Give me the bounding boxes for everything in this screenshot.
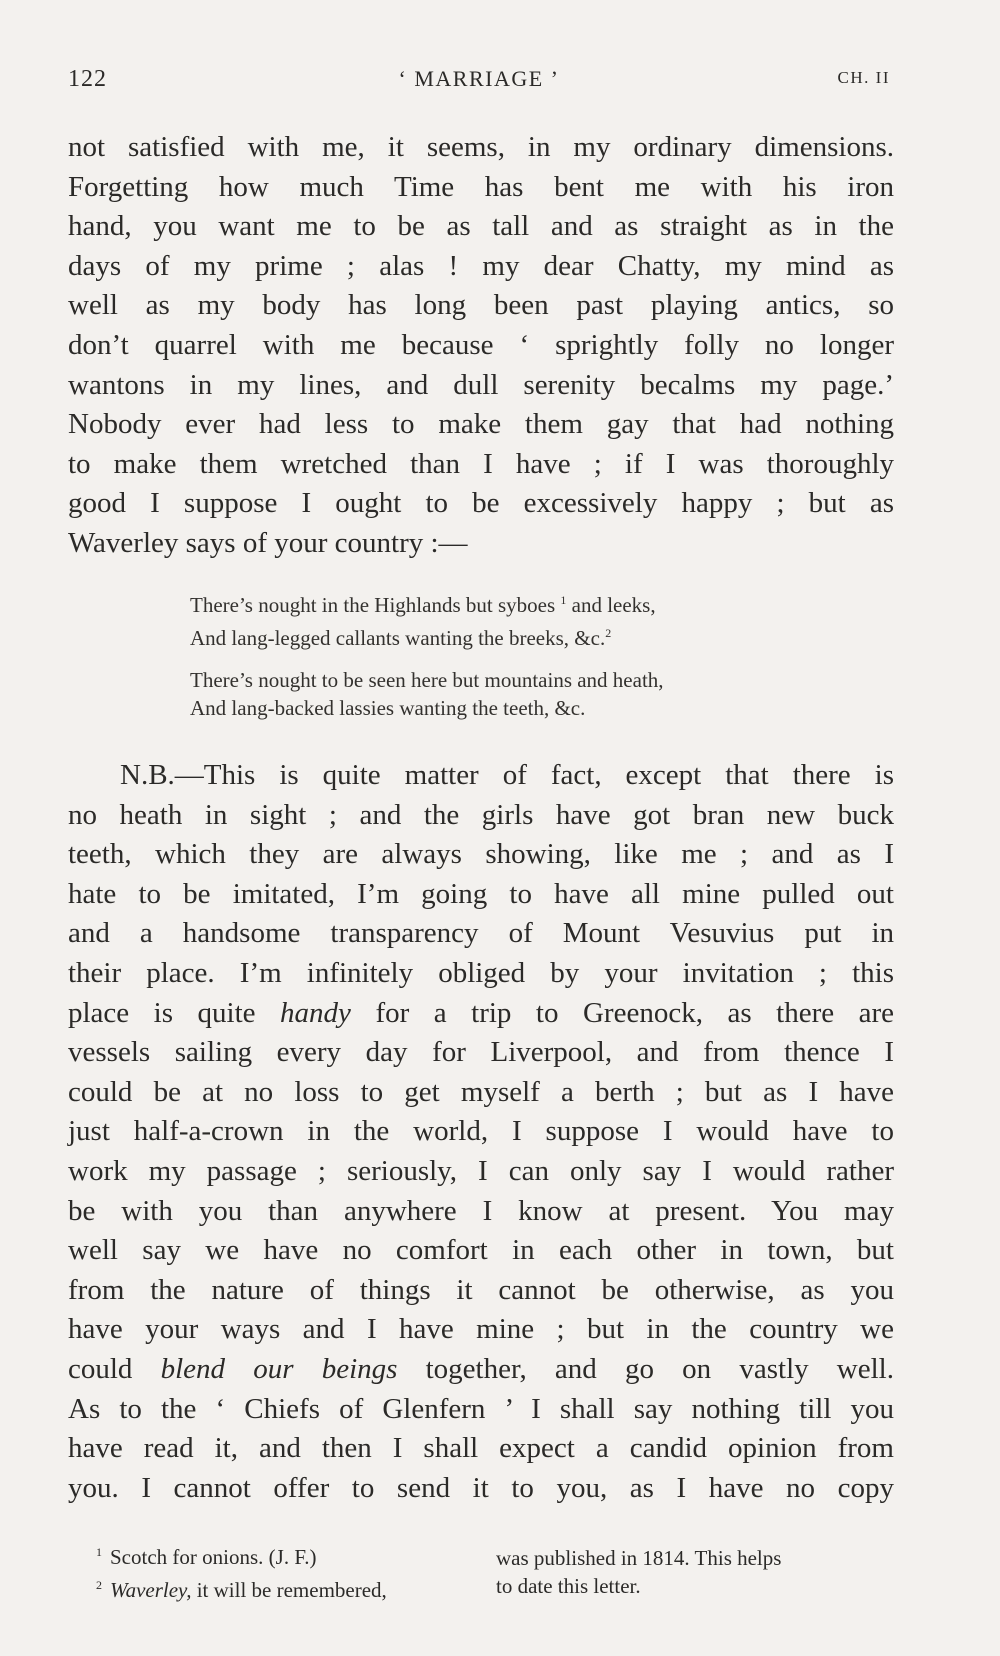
verse-line (190, 619, 656, 652)
text-line (68, 1350, 894, 1390)
footnote-marker: 1 (96, 1545, 102, 1559)
verse-line: There’s nought to be seen here but mountains and heath, (190, 668, 664, 692)
text-line: Forgetting how much Time has bent me with his iron (68, 170, 894, 203)
paragraph-1 (68, 128, 894, 564)
text-line: good I suppose I ought to be excessively happy ; but as (68, 487, 894, 520)
footnote-column-left (96, 1538, 476, 1604)
text-line: you. I cannot offer to send it to you, as I have no copy (68, 1471, 894, 1504)
text-line: just half-a-crown in the world, I suppose I would have to (68, 1115, 894, 1148)
text-run: place is quite (68, 996, 256, 1029)
verse-line (190, 586, 656, 619)
text-run: for a trip to Greenock, as there are (375, 996, 895, 1029)
footnote-2-continued: was published in 1814. This helps (496, 1546, 782, 1570)
text-line: no heath in sight ; and the girls have got bran new buck (68, 798, 894, 831)
footnote-2-continued: to date this letter. (496, 1574, 641, 1598)
text-line: work my passage ; seriously, I can only say I would rather (68, 1154, 894, 1187)
running-head (68, 66, 890, 98)
text-line: be with you than anywhere I know at present. You may (68, 1194, 894, 1227)
text-line: wantons in my lines, and dull serenity becalms my page.’ (68, 368, 894, 401)
text-line: have read it, and then I shall expect a candid opinion from (68, 1432, 894, 1465)
text-line: not satisfied with me, it seems, in my ordinary dimensions. (68, 131, 894, 163)
footnote-marker: 1 (560, 593, 567, 607)
page-number: 122 (68, 66, 107, 92)
verse-line-text: And lang-legged callants wanting the breeks, &c. (190, 626, 606, 650)
text-line: have your ways and I have mine ; but in the country we (68, 1313, 894, 1346)
text-line: Nobody ever had less to make them gay that had nothing (68, 408, 894, 441)
text-line: from the nature of things it cannot be otherwise, as you (68, 1273, 894, 1306)
footnote-column-right (496, 1544, 906, 1600)
text-line (68, 994, 894, 1034)
text-line: could be at no loss to get myself a berth ; but as I have (68, 1075, 894, 1108)
text-line: hate to be imitated, I’m going to have all mine pulled out (68, 877, 894, 910)
verse-stanza-2 (190, 666, 664, 722)
text-run: could (68, 1352, 133, 1385)
text-line: vessels sailing every day for Liverpool, and from thence I (68, 1036, 894, 1069)
verse-line: And lang-backed lassies wanting the teeth, &c. (190, 696, 586, 720)
verse-stanza-1 (190, 586, 656, 652)
footnote-marker: 2 (605, 626, 612, 640)
italic-word: handy (280, 996, 351, 1029)
running-title: ‘ MARRIAGE ’ (398, 66, 560, 91)
text-line: well say we have no comfort in each other in town, but (68, 1234, 894, 1267)
text-line: and a handsome transparency of Mount Vesuvius put in (68, 917, 894, 950)
text-line: teeth, which they are always showing, like me ; and as I (68, 838, 894, 871)
footnote-2 (96, 1571, 476, 1604)
italic-title: Waverley, (110, 1578, 192, 1602)
text-line: their place. I’m infinitely obliged by your invitation ; this (68, 956, 894, 989)
text-line: well as my body has long been past playing antics, so (68, 289, 894, 322)
text-line: hand, you want me to be as tall and as straight as in the (68, 210, 894, 243)
paragraph-2 (68, 756, 894, 1508)
text-line: days of my prime ; alas ! my dear Chatty, my mind as (68, 249, 894, 282)
text-line: don’t quarrel with me because ‘ sprightly folly no longer (68, 328, 894, 361)
footnote-marker: 2 (96, 1578, 102, 1592)
footnote-text: it will be remembered, (196, 1578, 387, 1602)
footnote-text: Scotch for onions. (J. F.) (110, 1545, 317, 1569)
verse-line-text: There’s nought in the Highlands but syboes (190, 593, 556, 617)
footnote-1 (96, 1538, 476, 1571)
text-line: N.B.—This is quite matter of fact, except that there is (120, 759, 894, 791)
text-line: to make them wretched than I have ; if I was thoroughly (68, 447, 894, 480)
italic-phrase: blend our beings (160, 1352, 398, 1385)
chapter-label: CH. II (837, 68, 890, 87)
verse-line-text: and leeks, (571, 593, 656, 617)
text-line: Waverley says of your country :— (68, 526, 468, 559)
text-line: As to the ‘ Chiefs of Glenfern ’ I shall say nothing till you (68, 1392, 894, 1425)
text-run: together, and go on vastly well. (425, 1352, 894, 1385)
